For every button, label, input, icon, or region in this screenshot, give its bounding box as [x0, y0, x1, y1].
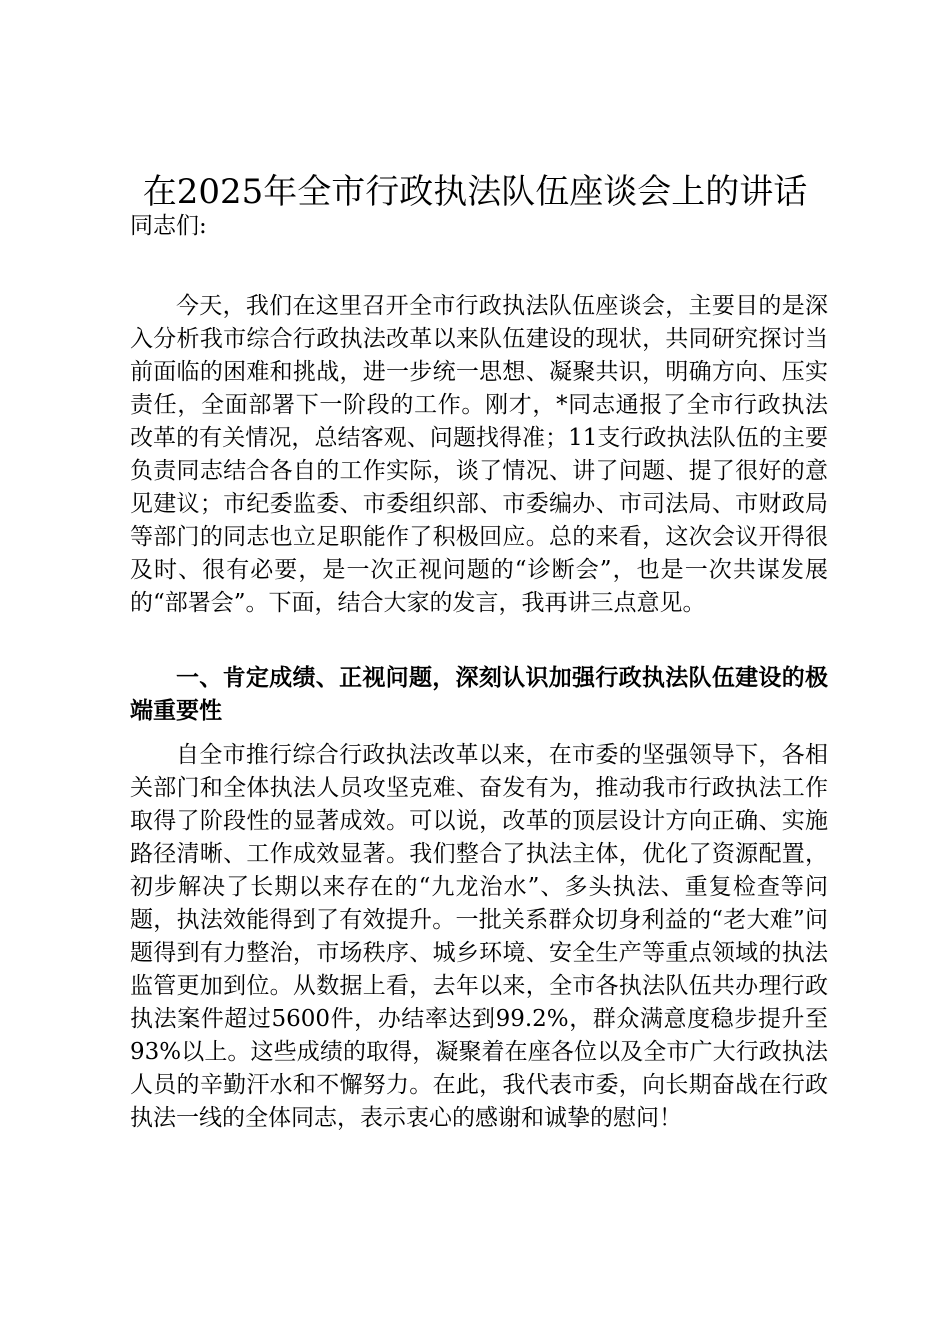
- paragraph-opening: 今天，我们在这里召开全市行政执法队伍座谈会，主要目的是深入分析我市综合行政执法改革以来队伍建设的现状，共同研究探讨当前面临的困难和挑战，进一步统一思想、凝聚共识，明确方向、压实责任，全面部署下一阶段的工作。刚才，*同志通报了全市行政执法改革的有关情况，总结客观、问题找得准；11支行政执法队伍的主要负责同志结合各自的工作实际，谈了情况、讲了问题、提了很好的意见建议；市纪委监委、市委组织部、市委编办、市司法局、市财政局等部门的同志也立足职能作了积极回应。总的来看，这次会议开得很及时、很有必要，是一次正视问题的“诊断会”，也是一次共谋发展的“部署会”。下面，结合大家的发言，我再讲三点意见。: [130, 293, 828, 616]
- paragraph-achievements: 自全市推行综合行政执法改革以来，在市委的坚强领导下，各相关部门和全体执法人员攻坚克难、奋发有为，推动我市行政执法工作取得了阶段性的显著成效。可以说，改革的顶层设计方向正确、实施路径清晰、工作成效显著。我们整合了执法主体，优化了资源配置，初步解决了长期以来存在的“九龙治水”、多头执法、重复检查等问题，执法效能得到了有效提升。一批关系群众切身利益的“老大难”问题得到有力整治，市场秩序、城乡环境、安全生产等重点领域的执法监管更加到位。从数据上看，去年以来，全市各执法队伍共办理行政执法案件超过5600件，办结率达到99.2%，群众满意度稳步提升至93%以上。这些成绩的取得，凝聚着在座各位以及全市广大行政执法人员的辛勤汗水和不懈努力。在此，我代表市委，向长期奋战在行政执法一线的全体同志，表示衷心的感谢和诚挚的慰问！: [130, 742, 828, 1131]
- salutation: 同志们:: [130, 213, 207, 239]
- document-title: 在2025年全市行政执法队伍座谈会上的讲话: [142, 172, 808, 212]
- section-heading-1: 一、肯定成绩、正视问题，深刻认识加强行政执法队伍建设的极端重要性: [130, 664, 828, 724]
